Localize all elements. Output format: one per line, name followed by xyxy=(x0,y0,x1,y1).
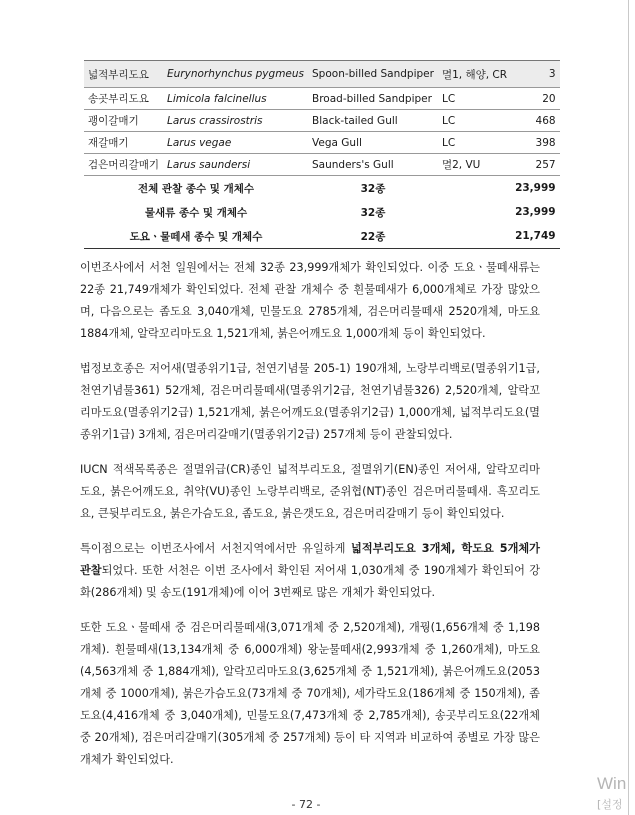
paragraph-notable-points xyxy=(80,538,540,604)
summary-label: 물새류 종수 및 개체수 xyxy=(144,206,248,219)
page-number: - 72 - xyxy=(291,798,321,811)
count: 3 xyxy=(511,61,560,88)
species-table xyxy=(84,60,556,249)
table-row xyxy=(84,88,560,110)
summary-species: 22종 xyxy=(308,224,438,249)
summary-row-total xyxy=(84,176,560,201)
summary-row-shorebirds xyxy=(84,224,560,249)
status: LC xyxy=(438,110,511,132)
korean-name: 송곳부리도요 xyxy=(84,88,163,110)
count: 20 xyxy=(511,88,560,110)
summary-label: 전체 관찰 종수 및 개체수 xyxy=(137,182,255,195)
english-name: Broad-billed Sandpiper xyxy=(308,88,438,110)
scientific-name: Larus vegae xyxy=(163,132,308,154)
notable-highlight: 넓적부리도요 3개체, 학도요 5개체가 관찰 xyxy=(80,542,540,577)
english-name: Black-tailed Gull xyxy=(308,110,438,132)
notable-text-end: 되었다. 또한 서천은 이번 조사에서 확인된 저어새 1,030개체 중 190개체가 확인되어 강화(286개체) 및 송도(191개체)에 이어 3번째로 많은 개체가 확인되었다. xyxy=(80,564,540,599)
summary-species: 32종 xyxy=(360,206,386,219)
page-edge-line xyxy=(628,0,629,815)
status: LC xyxy=(438,132,511,154)
english-name: Saunders's Gull xyxy=(308,154,438,176)
activation-watermark: Win xyxy=(597,774,627,793)
scientific-name: Larus saundersi xyxy=(163,154,308,176)
summary-species: 32종 xyxy=(360,182,386,195)
summary-count: 23,999 xyxy=(515,182,556,194)
scientific-name: Larus crassirostris xyxy=(163,110,308,132)
count: 468 xyxy=(511,110,560,132)
paragraph-survey-summary: 이번조사에서 서천 일원에서는 전체 32종 23,999개체가 확인되었다. 이중 도요ㆍ물떼새류는 22종 21,749개체가 확인되었다. 전체 관찰 개체수 중 흰물떼새가 6,000개체로 가장 많았으며, 다음으로는 좀도요 3,040개체, 민물도요 2785개체, 검은머리물떼새 2520개체, 마도요 1884개체, 알락꼬리마도요 1,521개체, 붉은어깨도요 1,000개체 등이 확인되었다. xyxy=(80,261,540,340)
table-row xyxy=(84,132,560,154)
paragraph-protected-species: 법정보호종은 저어새(멸종위기1급, 천연기념물 205-1) 190개체, 노랑부리백로(멸종위기1급, 천연기념물361) 52개체, 검은머리물떼새(멸종위기2급, 천연기념물326) 2,520개체, 알락꼬리마도요(멸종위기2급) 1,521개체, 붉은어깨도요(멸종위기2급) 1,000개체, 넓적부리도요(멸종위기1급) 3개체, 검은머리갈매기(멸종위기2급) 257개체 등이 관찰되었다. xyxy=(80,362,540,441)
english-name: Vega Gull xyxy=(308,132,438,154)
paragraph-species-comparison: 또한 도요ㆍ물떼새 중 검은머리물떼새(3,071개체 중 2,520개체), 개꿩(1,656개체 중 1,198개체). 흰물떼새(13,134개체 중 6,000개체) 왕눈물떼새(2,993개체 중 1,260개체), 마도요(4,563개체 중 1,884개체), 알락꼬리마도요(3,625개체 중 1,521개체), 붉은어깨도요(2053개체 중 1000개체), 붉은가슴도요(73개체 중 70개체), 세가락도요(186개체 중 150개체), 좀도요(4,416개체 중 3,040개체), 민물도요(7,473개체 중 2,785개체), 송곳부리도요(22개체 중 20개체), 검은머리갈매기(305개체 중 257개체) 등이 타 지역과 비교하여 종별로 가장 많은 개체가 확인되었다. xyxy=(80,621,540,766)
table-row xyxy=(84,61,560,88)
status: LC xyxy=(438,88,511,110)
summary-label: 도요ㆍ물떼새 종수 및 개체수 xyxy=(84,224,308,249)
korean-name: 괭이갈매기 xyxy=(84,110,163,132)
scientific-name: Eurynorhynchus pygmeus xyxy=(163,61,308,88)
summary-count: 23,999 xyxy=(515,206,556,218)
summary-row-waterbirds xyxy=(84,200,560,224)
notable-text-start: 특이점으로는 이번조사에서 서천지역에서만 유일하게 xyxy=(80,542,352,555)
table-row xyxy=(84,110,560,132)
count: 398 xyxy=(511,132,560,154)
status: 멸1, 해양, CR xyxy=(438,61,511,88)
paragraph-iucn-species: IUCN 적색목록종은 절멸위급(CR)종인 넓적부리도요, 절멸위기(EN)종인 저어새, 알락꼬리마도요, 붉은어깨도요, 취약(VU)종인 노랑부리백로, 준위협(NT)종인 검은머리물떼새. 흑꼬리도요, 큰뒷부리도요, 붉은가슴도요, 좀도요, 붉은갯도요, 검은머리갈매기 등이 확인되었다. xyxy=(80,463,540,520)
scientific-name: Limicola falcinellus xyxy=(163,88,308,110)
korean-name: 재갈매기 xyxy=(84,132,163,154)
summary-count: 21,749 xyxy=(511,224,560,249)
english-name: Spoon-billed Sandpiper xyxy=(308,61,438,88)
korean-name: 넓적부리도요 xyxy=(84,61,163,88)
korean-name: 검은머리갈매기 xyxy=(84,154,163,176)
table-row xyxy=(84,154,560,176)
status: 멸2, VU xyxy=(438,154,511,176)
count: 257 xyxy=(511,154,560,176)
body-text xyxy=(80,257,540,784)
activation-watermark-sub: [설정 xyxy=(597,798,623,811)
